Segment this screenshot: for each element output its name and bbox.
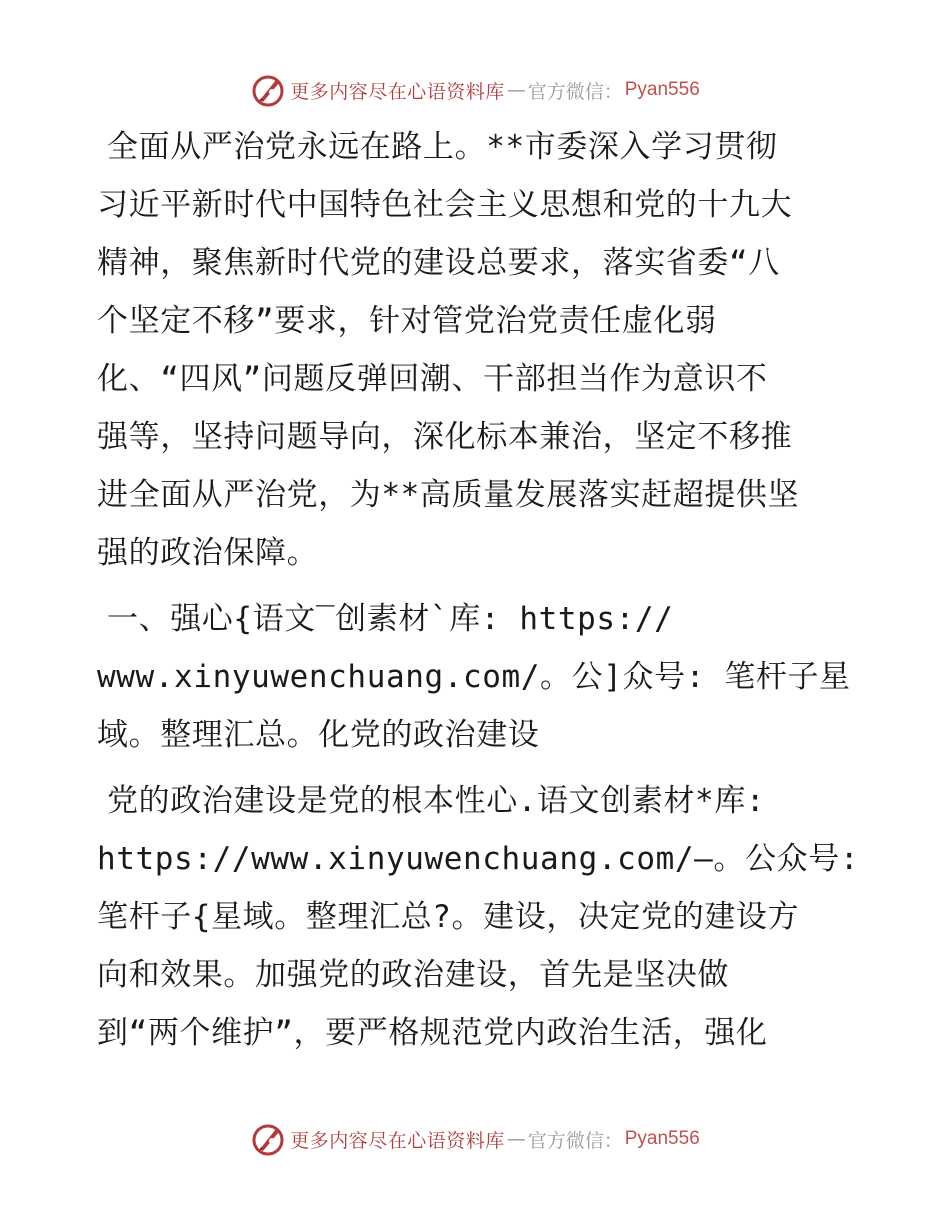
document-body <box>97 118 860 1062</box>
heading-line: www.xinyuwenchuang.com/。公]众号: 笔杆子星 <box>97 659 851 695</box>
text-line: 个坚定不移”要求，针对管党治党责任虚化弱 <box>97 303 717 339</box>
banner-wechat-id: Pyan556 <box>624 1128 700 1149</box>
section-heading-1 <box>97 590 857 764</box>
paragraph-intro <box>97 118 857 582</box>
text-line: 习近平新时代中国特色社会主义思想和党的十九大 <box>97 187 793 223</box>
text-line: 到“两个维护”，要严格规范党内政治生活，强化 <box>97 1015 768 1051</box>
text-line: https://www.xinyuwenchuang.com/—。公众号: <box>97 841 860 877</box>
banner-slogan: 更多内容尽在心语资料库 <box>290 80 505 103</box>
banner-dash: — <box>506 79 526 101</box>
text-line: 化、“四风”问题反弹回潮、干部担当作为意识不 <box>97 361 768 397</box>
text-line: 强的政治保障。 <box>97 535 319 571</box>
banner-wechat-label: 官方微信： <box>527 1129 623 1152</box>
footer-banner <box>0 1119 950 1159</box>
text-line: 全面从严治党永远在路上。**市委深入学习贯彻 <box>107 129 778 165</box>
text-line: 强等，坚持问题导向，深化标本兼治，坚定不移推 <box>97 419 793 455</box>
text-line: 向和效果。加强党的政治建设，首先是坚决做 <box>97 957 729 993</box>
text-line: 笔杆子{星域。整理汇总?。建设，决定党的建设方 <box>97 899 800 935</box>
quill-pen-logo-icon <box>250 1121 286 1157</box>
banner-wechat-label: 官方微信： <box>527 80 623 103</box>
header-banner <box>0 70 950 110</box>
heading-line: 域。整理汇总。化党的政治建设 <box>97 717 540 753</box>
banner-dash: — <box>506 1128 526 1150</box>
banner-slogan: 更多内容尽在心语资料库 <box>290 1129 505 1152</box>
banner-wechat-id: Pyan556 <box>624 79 700 100</box>
paragraph-political-construction <box>97 772 860 1062</box>
quill-pen-logo-icon <box>250 72 286 108</box>
text-line: 精神，聚焦新时代党的建设总要求，落实省委“八 <box>97 245 780 281</box>
text-line: 党的政治建设是党的根本性心.语文创素材*库: <box>107 783 766 819</box>
text-line: 进全面从严治党，为**高质量发展落实赶超提供坚 <box>97 477 800 513</box>
heading-line: 一、强心{语文‾创素材`库: https:// <box>107 601 674 637</box>
